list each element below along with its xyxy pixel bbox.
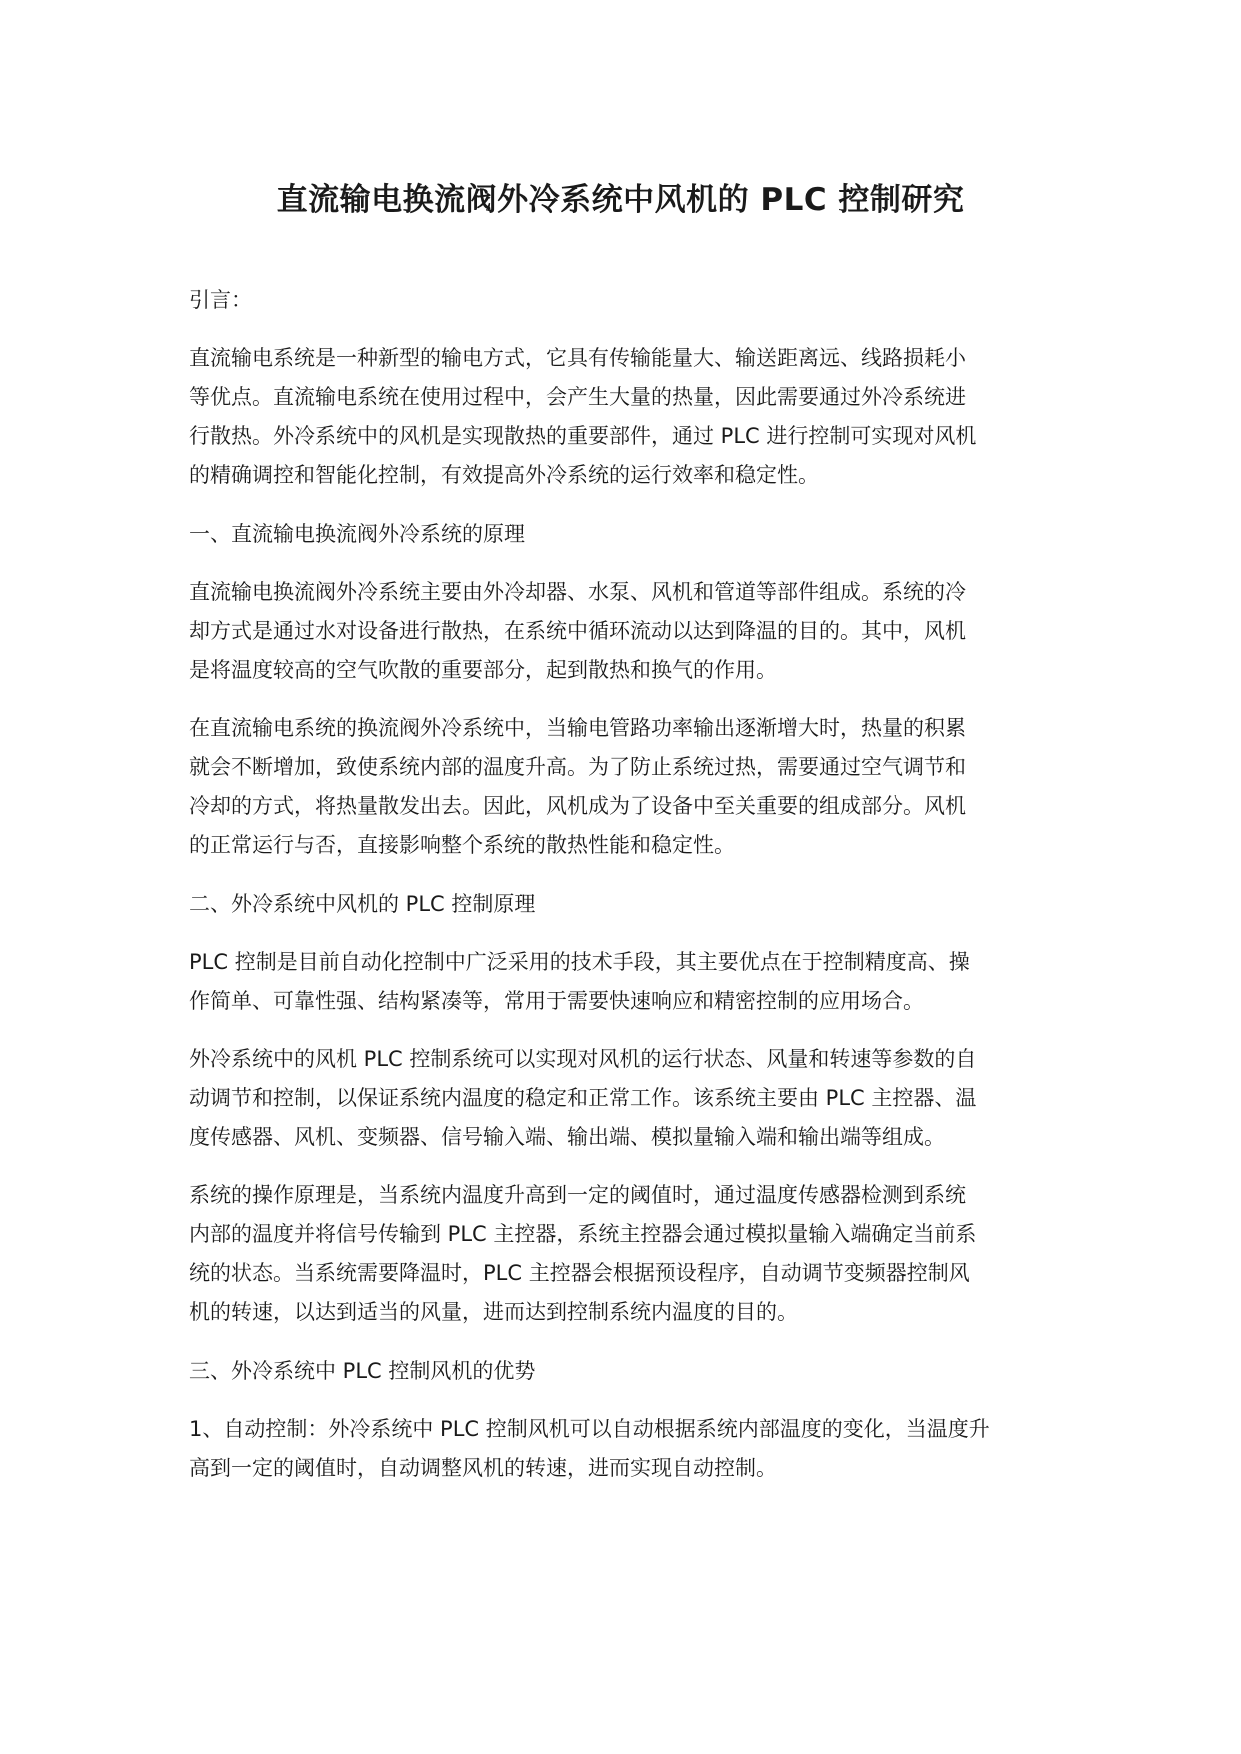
section1-paragraph-1 bbox=[189, 573, 1054, 690]
paragraph-line: PLC 控制是目前自动化控制中广泛采用的技术手段，其主要优点在于控制精度高、操 bbox=[189, 950, 970, 974]
section1-paragraph-2 bbox=[189, 709, 1054, 865]
section2-paragraph-2 bbox=[189, 1040, 1054, 1157]
paragraph-line: 度传感器、风机、变频器、信号输入端、输出端、模拟量输入端和输出端等组成。 bbox=[189, 1125, 945, 1149]
paragraph-line: 机的转速，以达到适当的风量，进而达到控制系统内温度的目的。 bbox=[189, 1300, 798, 1324]
paragraph-line: 内部的温度并将信号传输到 PLC 主控器，系统主控器会通过模拟量输入端确定当前系 bbox=[189, 1222, 977, 1246]
paragraph-line: 直流输电换流阀外冷系统主要由外冷却器、水泵、风机和管道等部件组成。系统的冷 bbox=[189, 580, 966, 604]
section1-heading: 一、直流输电换流阀外冷系统的原理 bbox=[189, 522, 525, 546]
section2-paragraph-3 bbox=[189, 1176, 1054, 1332]
paragraph-line: 是将温度较高的空气吹散的重要部分，起到散热和换气的作用。 bbox=[189, 658, 777, 682]
paragraph-line: 冷却的方式，将热量散发出去。因此，风机成为了设备中至关重要的组成部分。风机 bbox=[189, 794, 966, 818]
paragraph-line: 直流输电系统是一种新型的输电方式，它具有传输能量大、输送距离远、线路损耗小 bbox=[189, 346, 966, 370]
paragraph-line: 系统的操作原理是，当系统内温度升高到一定的阈值时，通过温度传感器检测到系统 bbox=[189, 1183, 966, 1207]
document-title: 直流输电换流阀外冷系统中风机的 PLC 控制研究 bbox=[276, 182, 965, 218]
paragraph-line: 统的状态。当系统需要降温时，PLC 主控器会根据预设程序，自动调节变频器控制风 bbox=[189, 1261, 970, 1285]
section2-heading: 二、外冷系统中风机的 PLC 控制原理 bbox=[189, 892, 536, 916]
paragraph-line: 外冷系统中的风机 PLC 控制系统可以实现对风机的运行状态、风量和转速等参数的自 bbox=[189, 1047, 977, 1071]
paragraph-line: 在直流输电系统的换流阀外冷系统中，当输电管路功率输出逐渐增大时，热量的积累 bbox=[189, 716, 966, 740]
paragraph-line: 却方式是通过水对设备进行散热，在系统中循环流动以达到降温的目的。其中，风机 bbox=[189, 619, 966, 643]
paragraph-line: 高到一定的阈值时，自动调整风机的转速，进而实现自动控制。 bbox=[189, 1456, 777, 1480]
paragraph-line: 就会不断增加，致使系统内部的温度升高。为了防止系统过热，需要通过空气调节和 bbox=[189, 755, 966, 779]
paragraph-line: 等优点。直流输电系统在使用过程中，会产生大量的热量，因此需要通过外冷系统进 bbox=[189, 385, 966, 409]
paragraph-line: 1、自动控制：外冷系统中 PLC 控制风机可以自动根据系统内部温度的变化，当温度升 bbox=[189, 1417, 990, 1441]
intro-paragraph bbox=[189, 339, 1054, 495]
paragraph-line: 行散热。外冷系统中的风机是实现散热的重要部件，通过 PLC 进行控制可实现对风机 bbox=[189, 424, 977, 448]
paragraph-line: 的精确调控和智能化控制，有效提高外冷系统的运行效率和稳定性。 bbox=[189, 463, 819, 487]
section3-heading: 三、外冷系统中 PLC 控制风机的优势 bbox=[189, 1359, 536, 1383]
section3-item-1 bbox=[189, 1410, 1054, 1488]
paragraph-line: 作简单、可靠性强、结构紧凑等，常用于需要快速响应和精密控制的应用场合。 bbox=[189, 989, 924, 1013]
paragraph-line: 动调节和控制，以保证系统内温度的稳定和正常工作。该系统主要由 PLC 主控器、温 bbox=[189, 1086, 977, 1110]
paragraph-line: 的正常运行与否，直接影响整个系统的散热性能和稳定性。 bbox=[189, 833, 735, 857]
intro-label: 引言： bbox=[189, 288, 252, 312]
section2-paragraph-1 bbox=[189, 943, 1054, 1021]
